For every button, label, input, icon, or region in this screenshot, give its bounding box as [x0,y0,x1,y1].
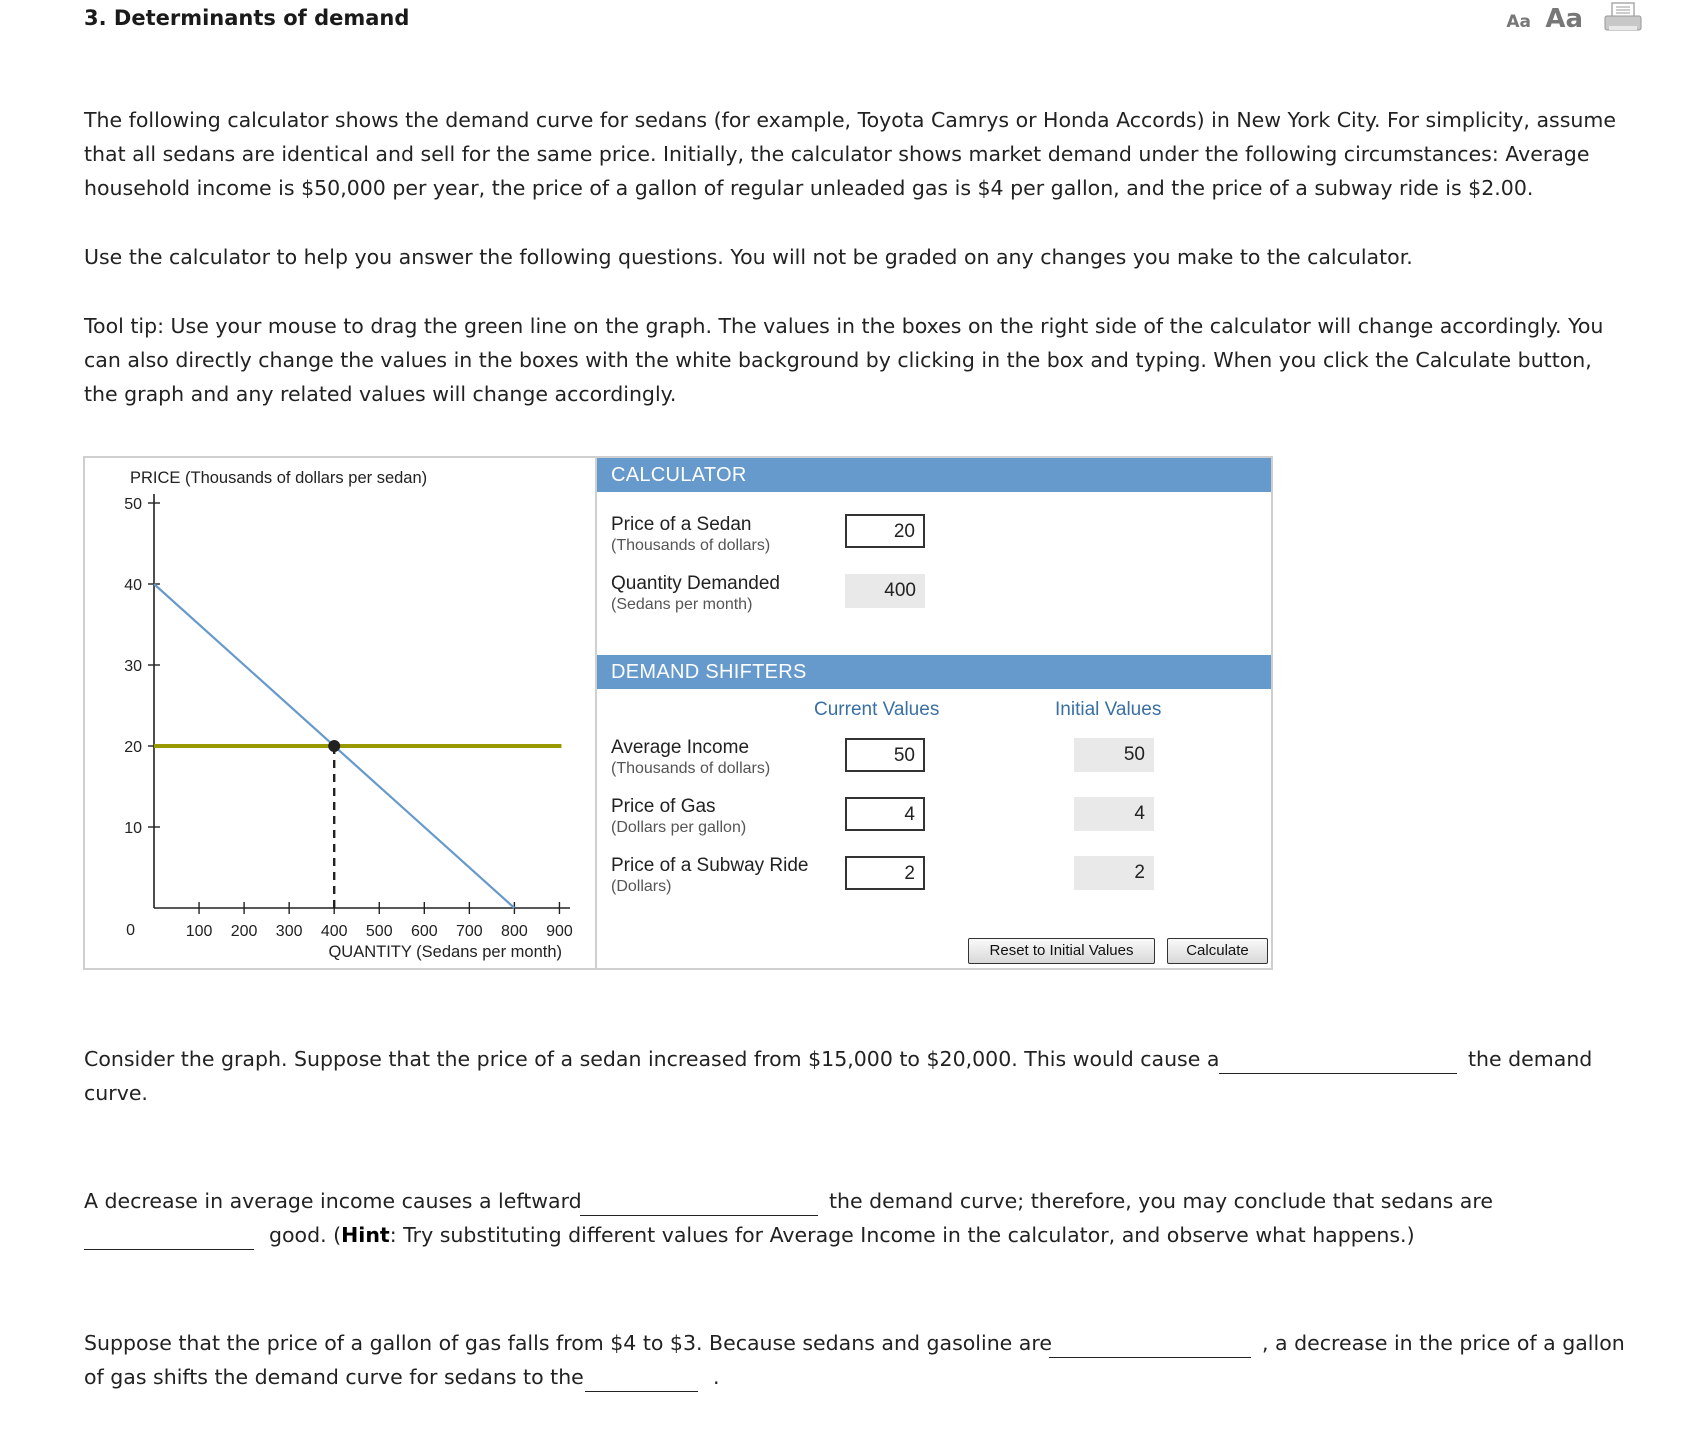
intro-paragraph: The following calculator shows the demand curve for sedans (for example, Toyota Camrys or Honda Accords) in New York City. For simplicity, assume that all sedans are identical and sell for the same price. Initially, the calculator shows market demand under the following circumstances: Average household income is $50,000 per year, the price of a gallon of regular unleaded gas is $4 per gallon, and the price of a subway ride is $2.00. [84,108,1616,200]
question-1-blank[interactable] [1219,1072,1457,1074]
subway-price-sublabel: (Dollars) [611,878,672,895]
tool-tip-paragraph: Tool tip: Use your mouse to drag the green line on the graph. The values in the boxes on the right side of the calculator will change accordingly. You can also directly change the values in the boxes with the white background by clicking in the box and typing. When you click the Calculate button, the graph and any related values will change accordingly. [84,314,1604,406]
hint-text: : Try substituting different values for Average Income in the calculator, and observe what happens.) [389,1223,1415,1247]
question-1-text-cont: the demand [1468,1047,1593,1071]
income-sublabel: (Thousands of dollars) [611,760,771,777]
income-current-input[interactable]: 50 [845,738,925,772]
question-1-text: Consider the graph. Suppose that the price of a sedan increased from $15,000 to $20,000. This would cause a [84,1047,1220,1071]
origin-label: 0 [126,922,135,939]
font-size-small-button[interactable]: Aa [1506,12,1531,32]
question-2-good-text: good. ( [269,1223,342,1247]
subway-price-label: Price of a Subway Ride [611,855,809,876]
x-tick-label: 700 [455,923,483,940]
current-values-heading: Current Values [814,699,940,720]
question-2-text-cont: the demand curve; therefore, you may conclude that sedans are [829,1189,1493,1213]
instructions-paragraph: Use the calculator to help you answer the following questions. You will not be graded on any changes you make to the calculator. [84,245,1413,269]
y-tick-label: 30 [124,658,142,675]
question-3-text: Suppose that the price of a gallon of gas falls from $4 to $3. Because sedans and gasoline are [84,1331,1052,1355]
gas-price-sublabel: (Dollars per gallon) [611,819,747,836]
demand-shifters-header: DEMAND SHIFTERS [597,655,1271,689]
quantity-sublabel: (Sedans per month) [611,596,753,613]
calculator-header: CALCULATOR [597,458,1271,492]
income-label: Average Income [611,737,750,758]
question-3-period: . [713,1365,720,1389]
price-input[interactable]: 20 [845,514,925,548]
font-size-large-button[interactable]: Aa [1545,4,1583,34]
question-1-text-end: curve. [84,1081,148,1105]
income-initial-value: 50 [1074,738,1154,772]
question-3-text-line2: of gas shifts the demand curve for sedans to the [84,1365,584,1389]
x-tick-label: 500 [365,923,393,940]
print-icon[interactable] [1603,2,1643,34]
subway-price-initial-value: 2 [1074,856,1154,890]
x-tick-label: 800 [501,923,528,940]
question-2-blank-2[interactable] [84,1248,254,1250]
x-axis-title: QUANTITY (Sedans per month) [328,943,562,961]
question-2-blank-1[interactable] [580,1214,818,1216]
question-2-text-end [269,1223,1415,1247]
price-label: Price of a Sedan [611,514,752,535]
y-tick-label: 20 [124,739,142,756]
question-2-text: A decrease in average income causes a leftward [84,1189,582,1213]
x-tick-label: 300 [275,923,303,940]
subway-price-current-input[interactable]: 2 [845,856,925,890]
x-tick-label: 400 [320,923,348,940]
quantity-value: 400 [845,574,925,608]
reset-button[interactable]: Reset to Initial Values [968,938,1155,964]
gas-price-current-input[interactable]: 4 [845,797,925,831]
y-tick-label: 40 [124,577,142,594]
gas-price-initial-value: 4 [1074,797,1154,831]
quantity-label: Quantity Demanded [611,573,780,594]
equilibrium-point[interactable] [328,740,340,752]
calculate-button[interactable]: Calculate [1167,938,1268,964]
y-axis-title: PRICE (Thousands of dollars per sedan) [130,469,428,487]
demand-graph [83,456,597,970]
initial-values-heading: Initial Values [1055,699,1162,720]
question-3-text-cont: , a decrease in the price of a gallon [1262,1331,1625,1355]
hint-label: Hint [341,1223,390,1247]
page-title: 3. Determinants of demand [84,6,410,30]
price-sublabel: (Thousands of dollars) [611,537,771,554]
x-tick-label: 900 [546,923,573,940]
gas-price-label: Price of Gas [611,796,716,817]
x-tick-label: 100 [185,923,213,940]
question-3-blank-2[interactable] [585,1390,698,1392]
x-tick-label: 200 [230,923,258,940]
y-tick-label: 10 [124,820,142,837]
question-3-blank-1[interactable] [1049,1356,1251,1358]
y-tick-label: 50 [124,496,142,513]
x-tick-label: 600 [410,923,438,940]
